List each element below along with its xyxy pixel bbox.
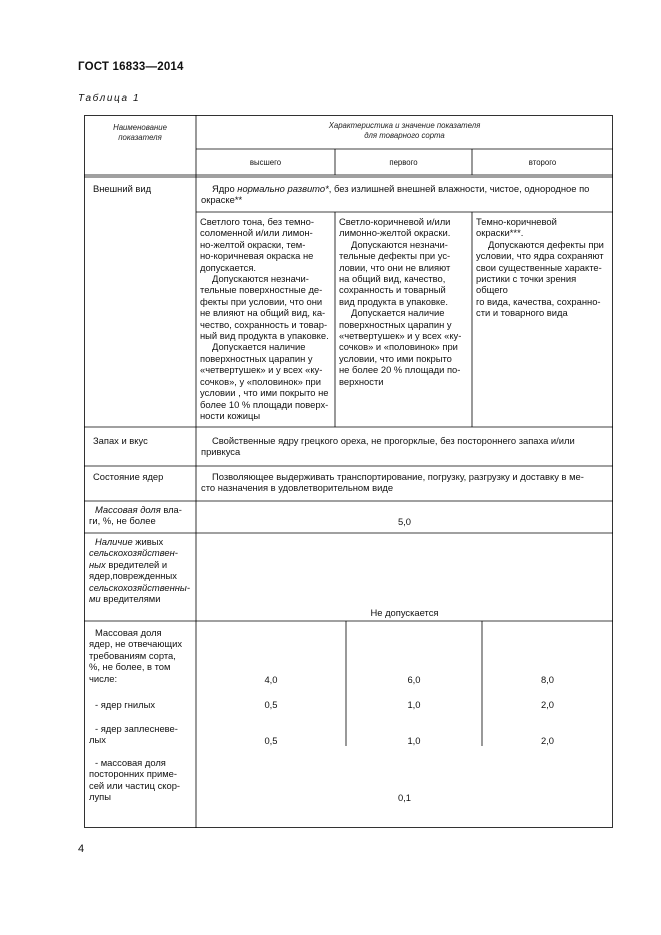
row-smell-name: Запах и вкус: [93, 435, 148, 446]
nonconforming-first: 6,0: [407, 674, 421, 685]
row-appearance-common: Ядро нормально развито*, без излишней внешней влажности, чистое, однородное по окраске**: [201, 183, 590, 206]
moldy-second: 2,0: [540, 735, 555, 746]
nonconforming-premium: 4,0: [264, 674, 278, 685]
row-pests-name: Наличие живых сельскохозяйствен- ных вредителей и ядер,поврежденных сельскохозяйственны- ми вредителями: [89, 536, 190, 605]
row-moldy-name: - ядер заплесневе- лых: [89, 723, 178, 746]
rotten-first: 1,0: [407, 699, 421, 710]
col-indicator-line2: показателя: [118, 133, 162, 142]
col-char-line1: Характеристика и значение показателя: [328, 121, 481, 130]
row-appearance-name: Внешний вид: [93, 183, 152, 194]
nonconforming-second: 8,0: [540, 674, 555, 685]
row-moisture-value: 5,0: [397, 516, 412, 527]
col-indicator-line1: Наименование: [113, 123, 167, 132]
row-foreign-name: - массовая доля посторонних приме- сей или частиц скор- лупы: [89, 757, 181, 803]
row-nonconforming-name: Массовая доля ядер, не отвечающих требованиям сорта, %, не более, в том числе:: [89, 627, 183, 684]
col-char-line2: для товарного сорта: [364, 131, 445, 140]
row-pests-value: Не допускается: [370, 607, 439, 618]
specification-table: [84, 115, 613, 828]
appearance-grade-first: Светло-коричневой и/или лимонно-желтой окраски. Допускаются незначи- тельные дефекты при ус- ловии, что они не влияют на общий вид, качество, сохранность и товарный вид продукта в упаковке. Допускается наличие поверхностных царапин у «четвертушек» и у всех «ку- сочков» и «половинок» при условии, что ими покрыто не более 20 % площади по- верхности: [339, 216, 462, 387]
rotten-premium: 0,5: [264, 699, 278, 710]
row-smell-value: Свойственные ядру грецкого ореха, не прогорклые, без постороннего запаха и/или привкуса: [201, 435, 575, 458]
grade-first: первого: [389, 158, 418, 167]
row-moisture-name: Массовая доля вла- ги, %, не более: [89, 504, 182, 527]
grade-premium: высшего: [249, 158, 282, 167]
page-number: 4: [78, 843, 85, 855]
row-state-name: Состояние ядер: [93, 471, 164, 482]
document-header: ГОСТ 16833—2014: [78, 61, 184, 73]
moldy-premium: 0,5: [264, 735, 278, 746]
row-foreign-value: 0,1: [397, 792, 412, 803]
appearance-grade-premium: Светлого тона, без темно- соломенной и/или лимон- но-желтой окраски, тем- но-коричневая окраска не допускается. Допускаются незначи- тельные поверхностные де- фекты при условии, что они не влияют на общий вид, ка- чество, сохранность и товар- ный вид продукта в упаковке. Допускается наличие поверхностных царапин у «четвертушек» и у всех «ку- сочков», у «половинок» при условии , что ими покрыто не более 10 % площади поверх- ности кожицы: [200, 216, 329, 421]
row-rotten-name: - ядер гнилых: [95, 699, 156, 710]
moldy-first: 1,0: [407, 735, 421, 746]
grade-second: второго: [528, 158, 557, 167]
table-caption: Таблица 1: [78, 93, 141, 104]
appearance-grade-second: Темно-коричневой окраски***. Допускаются дефекты при условии, что ядра сохраняют свои существенные характе- ристики с точки зрения общего го вида, качества, сохранно- сти и товарного вида: [476, 216, 604, 319]
row-state-value: Позволяющее выдерживать транспортирование, погрузку, разгрузку и доставку в ме- сто назначения в удовлетворительном виде: [201, 471, 584, 494]
rotten-second: 2,0: [540, 699, 555, 710]
